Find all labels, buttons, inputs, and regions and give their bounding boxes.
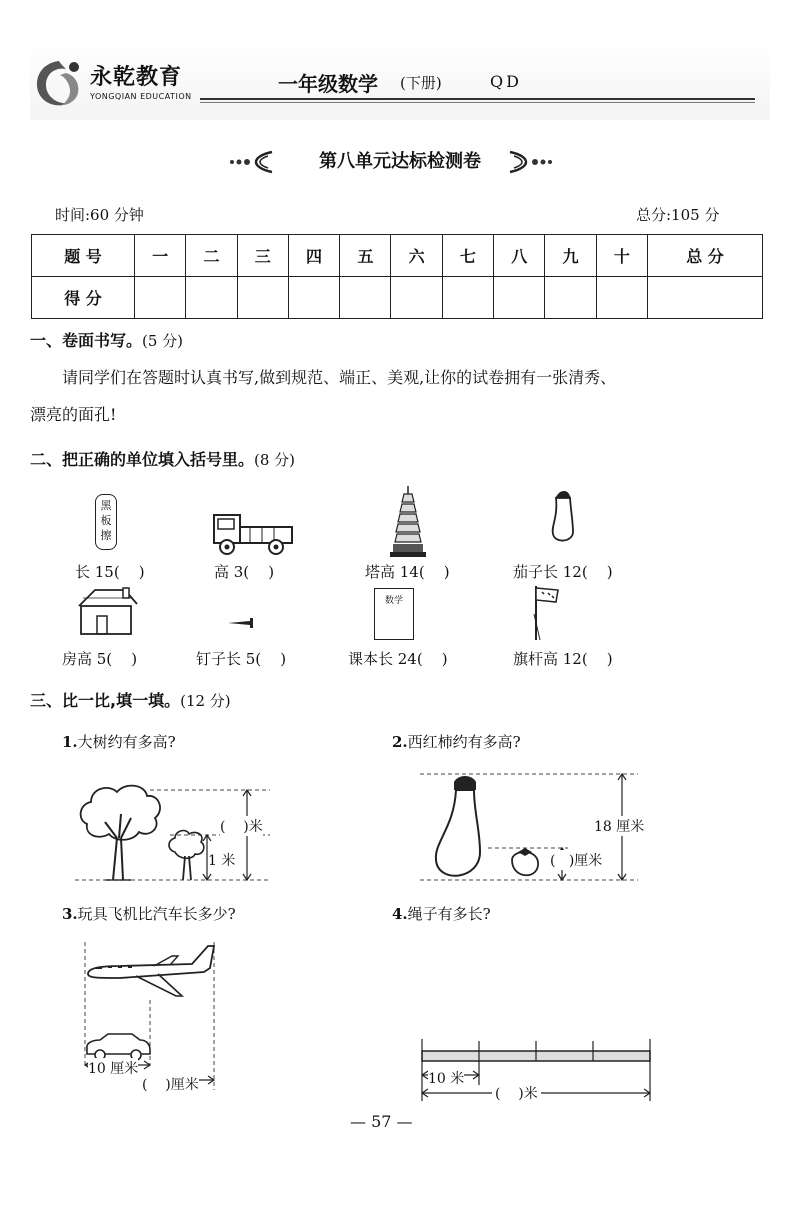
score-cell[interactable]: [648, 277, 763, 319]
section-1-text-line2: 漂亮的面孔!: [30, 405, 117, 424]
score-cell[interactable]: [545, 277, 596, 319]
score-cell[interactable]: [494, 277, 545, 319]
q4-given-length: 10 米: [428, 1068, 464, 1088]
section-2-heading: [30, 447, 295, 470]
question-4: [392, 903, 491, 924]
question-1-number: 1.: [62, 733, 78, 751]
pagoda-icon: [390, 486, 426, 558]
time-limit: 时间:60 分钟: [55, 206, 144, 224]
table-header-cell: 九: [545, 235, 596, 277]
question-4-text: 绳子有多长?: [407, 905, 491, 923]
header-rule: [200, 98, 755, 100]
table-header-cell: 十: [596, 235, 647, 277]
question-3-number: 3.: [62, 905, 78, 923]
q3-given-length: 10 厘米: [88, 1058, 138, 1078]
score-cell[interactable]: [596, 277, 647, 319]
section-1-points: (5 分): [142, 332, 184, 350]
section-3-title: 三、比一比,填一填。: [30, 691, 181, 710]
table-header-cell: 八: [494, 235, 545, 277]
nail-icon: [226, 617, 258, 629]
section-1-text-line1: 请同学们在答题时认真书写,做到规范、端正、美观,让你的试卷拥有一张清秀、: [62, 368, 617, 387]
unit-item-2: 高 3( ): [214, 563, 275, 581]
unit-item-1: 长 15( ): [75, 563, 145, 581]
section-2-points: (8 分): [254, 451, 296, 469]
score-cell[interactable]: [186, 277, 237, 319]
question-2-number: 2.: [392, 733, 408, 751]
table-header-cell: 六: [391, 235, 442, 277]
score-cell[interactable]: [237, 277, 288, 319]
table-header-cell: 总 分: [648, 235, 763, 277]
truck-icon: [210, 505, 296, 557]
table-row: [32, 277, 763, 319]
question-2: [392, 731, 521, 752]
table-row: [32, 235, 763, 277]
score-table: [31, 234, 763, 319]
table-header-cell: 一: [135, 235, 186, 277]
section-3-heading: [30, 688, 231, 711]
score-cell[interactable]: [391, 277, 442, 319]
eggplant-icon: [549, 488, 577, 546]
table-header-cell: 二: [186, 235, 237, 277]
title-ornament-right-icon: [506, 150, 554, 174]
unit-item-5: 房高 5( ): [62, 650, 138, 668]
section-1-title: 一、卷面书写。: [30, 331, 143, 350]
question-1: [62, 731, 176, 752]
table-header-cell: 题 号: [32, 235, 135, 277]
question-3: [62, 903, 236, 924]
volume-label: (下册): [400, 74, 442, 92]
brand-name: 永乾教育: [90, 64, 183, 90]
score-cell[interactable]: [442, 277, 493, 319]
page-number: — 57 —: [350, 1112, 413, 1131]
unit-item-8: 旗杆高 12( ): [513, 650, 613, 668]
table-row-label: 得 分: [32, 277, 135, 319]
table-header-cell: 三: [237, 235, 288, 277]
q2-answer-blank[interactable]: ( )厘米: [550, 850, 602, 870]
unit-item-4: 茄子长 12( ): [513, 563, 613, 581]
unit-item-7: 课本长 24( ): [348, 650, 448, 668]
textbook-illustration: 数学: [374, 588, 414, 640]
score-cell[interactable]: [340, 277, 391, 319]
subject-title: 一年级数学: [278, 72, 378, 96]
title-ornament-left-icon: [228, 150, 276, 174]
brand-subtitle: YONGQIAN EDUCATION: [90, 92, 192, 101]
edition-code: QD: [490, 72, 522, 91]
q3-answer-blank[interactable]: ( )厘米: [142, 1074, 199, 1094]
q2-given-height: 18 厘米: [594, 816, 644, 836]
question-4-number: 4.: [392, 905, 408, 923]
house-icon: [75, 586, 141, 636]
table-header-cell: 四: [288, 235, 339, 277]
question-2-text: 西红柿约有多高?: [407, 733, 521, 751]
unit-title: 第八单元达标检测卷: [319, 151, 481, 172]
score-cell[interactable]: [135, 277, 186, 319]
unit-item-3: 塔高 14( ): [365, 563, 450, 581]
table-header-cell: 七: [442, 235, 493, 277]
flagpole-icon: [528, 584, 564, 642]
section-1-heading: [30, 328, 183, 351]
section-2-title: 二、把正确的单位填入括号里。: [30, 450, 255, 469]
header-rule-thin: [200, 102, 755, 103]
q4-answer-blank[interactable]: ( )米: [492, 1083, 541, 1103]
eraser-illustration: 黑 板 擦: [95, 494, 117, 550]
table-header-cell: 五: [340, 235, 391, 277]
unit-item-6: 钉子长 5( ): [196, 650, 287, 668]
question-1-text: 大树约有多高?: [77, 733, 176, 751]
question-3-text: 玩具飞机比汽车长多少?: [77, 905, 236, 923]
section-3-points: (12 分): [180, 692, 231, 710]
brand-logo-icon: [30, 55, 88, 111]
q1-answer-blank[interactable]: ( )米: [220, 816, 263, 836]
total-score: 总分:105 分: [636, 206, 720, 224]
score-cell[interactable]: [288, 277, 339, 319]
q1-given-height: 1 米: [208, 850, 235, 870]
